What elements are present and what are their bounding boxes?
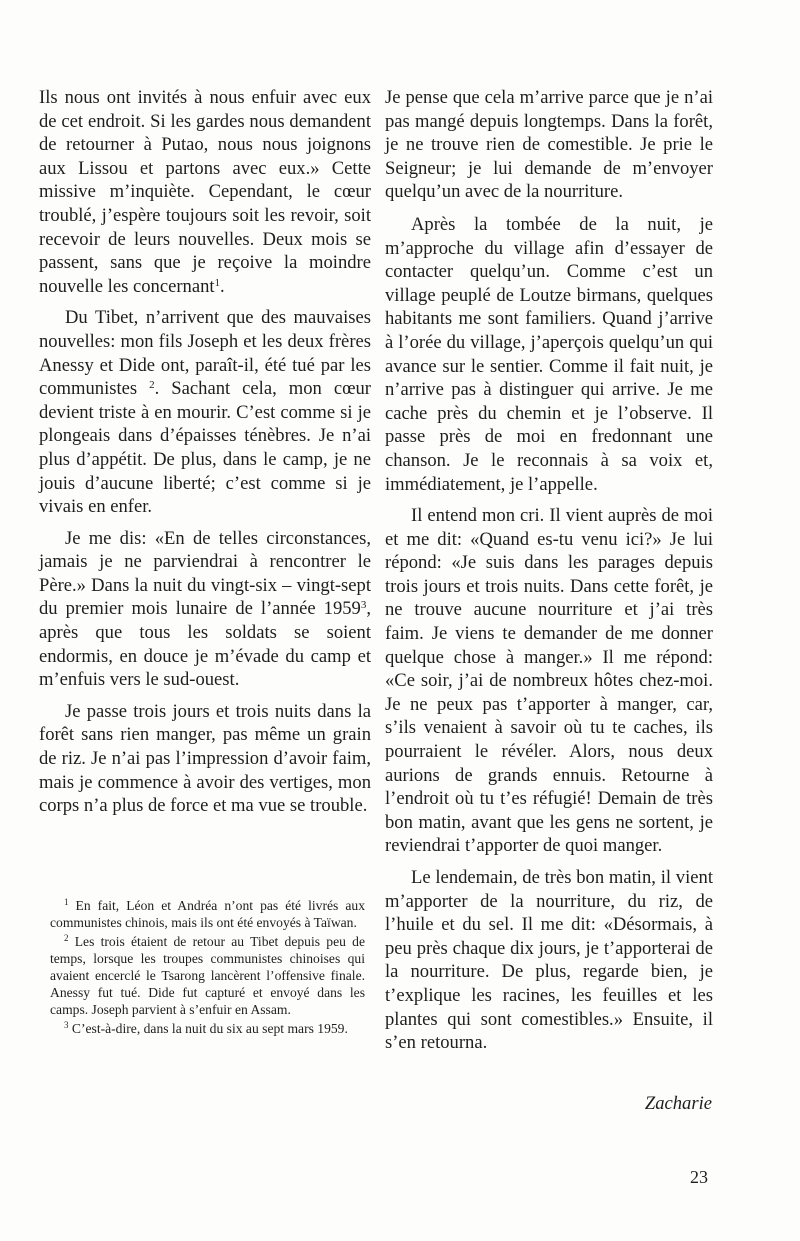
footnote: $^2$ Les trois étaient de retour au Tibet depuis peu de temps, lorsque les troupes communistes chinoises qui avaient encerclé le Tsarong lancèrent l’offensive finale. Anessy fut tué. Dide fut capturé et envoyé dans les camps. Joseph parvient à s’enfuir en Assam.	[50, 933, 365, 1017]
footnote: $^3$ C’est-à-dire, dans la nuit du six au sept mars 1959.	[64, 1020, 348, 1036]
footnote-number: 3	[64, 1020, 69, 1030]
footnote-reference[interactable]: 2	[149, 379, 155, 392]
footnote-number: 2	[64, 933, 69, 943]
paragraph: Je pense que cela m’arrive parce que je n’ai pas mangé depuis longtemps. Dans la forêt, je ne trouve rien de comestible. Je prie le Seigneur; je lui demande de m’envoyer quelqu’un avec de la nourriture.	[385, 87, 713, 203]
page-number: 23	[690, 1167, 708, 1187]
author-signature: Zacharie	[644, 1093, 712, 1114]
footnote-reference[interactable]: 3	[360, 599, 367, 612]
paragraph: Il entend mon cri. Il vient auprès de moi et me dit: «Quand es-tu venu ici?» Je lui répond: «Je suis dans les parages depuis trois jours et trois nuits. Dans cette forêt, je ne trouve aucune nourriture et j’ai très faim. Je viens te demander de me donner quelque chose à manger.» Il me répond: «Ce soir, j’ai de nombreux hôtes chez-moi. Je ne peux pas t’apporter à manger, car, s’ils venaient à savoir où tu te caches, ils pourraient le révéler. Alors, nous deux aurions de grands ennuis. Retourne à l’endroit où tu t’es réfugié! Demain de très bon matin, avant que les gens ne sortent, je reviendrai t’apporter de quoi manger.	[385, 505, 713, 857]
paragraph: Ils nous ont invités à nous enfuir avec eux de cet endroit. Si les gardes nous demandent de retourner à Putao, nous nous joignons aux Lissou et partons avec eux.» Cette missive m’inquiète. Cependant, le cœur troublé, j’espère toujours soit les revoir, soit recevoir de leurs nouvelles. Deux mois se passent, sans que je reçoive la moindre nouvelle les concernant$^1$.	[39, 87, 371, 297]
footnote: $^1$ En fait, Léon et Andréa n’ont pas été livrés aux communistes chinois, mais ils ont été envoyés à Taïwan.	[50, 897, 365, 930]
paragraph: Après la tombée de la nuit, je m’approche du village afin d’essayer de contacter quelqu’un. Comme c’est un village peuplé de Loutze birmans, quelques habitants me sont familiers. Quand j’arrive à l’orée du village, j’aperçois quelqu’un qui avance sur le sentier. Comme il fait nuit, je n’arrive pas à distinguer qui arrive. Je me cache près du chemin et je l’observe. Il passe près de moi en fredonnant une chanson. Je le reconnais à sa voix et, immédiatement, je l’appelle.	[385, 213, 713, 495]
paragraph: Je me dis: «En de telles circonstances, jamais je ne parviendrai à rencontrer le Père.» Dans la nuit du vingt-six – vingt-sept du premier mois lunaire de l’année 1959$^3$, après que tous les soldats se soient endormis, en douce je m’évade du camp et m’enfuis vers le sud-ouest.	[39, 527, 371, 691]
footnote-number: 1	[64, 897, 69, 907]
footnote-reference[interactable]: 1	[214, 276, 221, 289]
right-column	[385, 86, 713, 1055]
paragraph: Je passe trois jours et trois nuits dans la forêt sans rien manger, pas même un grain de riz. Je n’ai pas l’impression d’avoir faim, mais je commence à avoir des vertiges, mon corps n’a plus de force et ma vue se trouble.	[39, 700, 371, 817]
paragraph: Le lendemain, de très bon matin, il vient m’apporter de la nourriture, du riz, de l’huile et du sel. Il me dit: «Désormais, à peu près chaque dix jours, je t’apporterai de la nourriture. De plus, regarde bien, je t’explique les racines, les feuilles et les plantes qui sont comestibles.» Ensuite, il s’en retourna.	[385, 867, 713, 1054]
left-column	[39, 86, 371, 818]
paragraph: Du Tibet, n’arrivent que des mauvaises nouvelles: mon fils Joseph et les deux frères Anessy et Dide ont, paraît-il, été tué par les communistes $^2$. Sachant cela, mon cœur devient triste à en mourir. C’est comme si je plongeais dans d’épaisses ténèbres. Je n’ai plus d’appétit. De plus, dans le camp, je ne jouis d’aucune liberté; c’est comme si je vivais en enfer.	[39, 307, 371, 518]
footnotes	[50, 897, 365, 1037]
